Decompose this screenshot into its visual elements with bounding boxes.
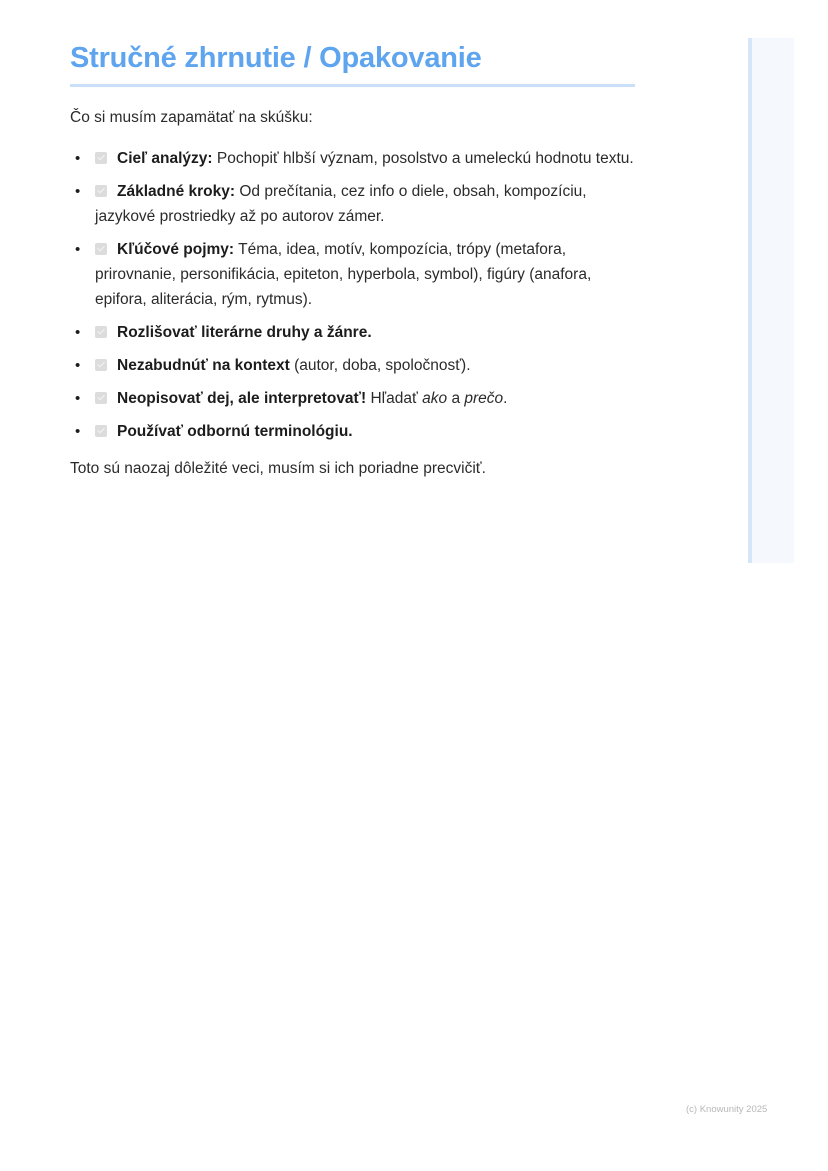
checkbox-checked-icon[interactable] bbox=[95, 152, 107, 164]
checkbox-checked-icon[interactable] bbox=[95, 359, 107, 371]
checklist-item bbox=[75, 386, 635, 411]
item-bold-label: Rozlišovať literárne druhy a žánre. bbox=[117, 324, 372, 341]
bullet-icon: • bbox=[75, 357, 81, 374]
item-text: a bbox=[447, 390, 465, 407]
item-bold-label: Cieľ analýzy: bbox=[117, 150, 213, 167]
checklist-item bbox=[75, 179, 635, 229]
checkbox-checked-icon[interactable] bbox=[95, 392, 107, 404]
bullet-icon: • bbox=[75, 390, 81, 407]
item-text: Téma, idea, motív, kompozícia, trópy (metafora, prirovnanie, personifikácia, epiteton, hyperbola, symbol), figúry (anafora, epifora, aliterácia, rým, rytmus). bbox=[95, 241, 592, 308]
checklist-item bbox=[75, 320, 635, 345]
checkbox-checked-icon[interactable] bbox=[95, 243, 107, 255]
checkbox-checked-icon[interactable] bbox=[95, 326, 107, 338]
bullet-icon: • bbox=[75, 324, 81, 341]
item-bold-label: Používať odbornú terminológiu. bbox=[117, 423, 353, 440]
summary-checklist bbox=[70, 146, 635, 444]
bullet-icon: • bbox=[75, 183, 81, 200]
outro-text: Toto sú naozaj dôležité veci, musím si ich poriadne precvičiť. bbox=[70, 460, 486, 477]
item-bold-label: Nezabudnúť na kontext bbox=[117, 357, 290, 374]
item-text: (autor, doba, spoločnosť). bbox=[289, 357, 471, 374]
bullet-icon: • bbox=[75, 150, 81, 167]
page-title: Stručné zhrnutie / Opakovanie bbox=[70, 38, 635, 87]
intro-text: Čo si musím zapamätať na skúšku: bbox=[70, 109, 313, 126]
item-bold-label: Kľúčové pojmy: bbox=[117, 241, 235, 258]
checklist-item bbox=[75, 146, 635, 171]
copyright-footer: (c) Knowunity 2025 bbox=[686, 1104, 768, 1115]
item-italic-text: ako bbox=[422, 390, 448, 407]
checkbox-checked-icon[interactable] bbox=[95, 185, 107, 197]
checklist-item bbox=[75, 419, 635, 444]
checklist-item bbox=[75, 237, 635, 312]
item-text: Hľadať bbox=[366, 390, 423, 407]
item-text: Pochopiť hlbší význam, posolstvo a umeleckú hodnotu textu. bbox=[212, 150, 634, 167]
item-text: Od prečítania, cez info o diele, obsah, kompozíciu, jazykové prostriedky až po autorov zámer. bbox=[95, 183, 587, 225]
item-text: . bbox=[503, 390, 508, 407]
item-bold-label: Základné kroky: bbox=[117, 183, 236, 200]
item-italic-text: prečo bbox=[464, 390, 504, 407]
bullet-icon: • bbox=[75, 423, 81, 440]
checklist-item bbox=[75, 353, 635, 378]
item-bold-label: Neopisovať dej, ale interpretovať! bbox=[117, 390, 367, 407]
checkbox-checked-icon[interactable] bbox=[95, 425, 107, 437]
document-content bbox=[70, 38, 635, 480]
bullet-icon: • bbox=[75, 241, 81, 258]
side-note-panel bbox=[748, 38, 794, 563]
